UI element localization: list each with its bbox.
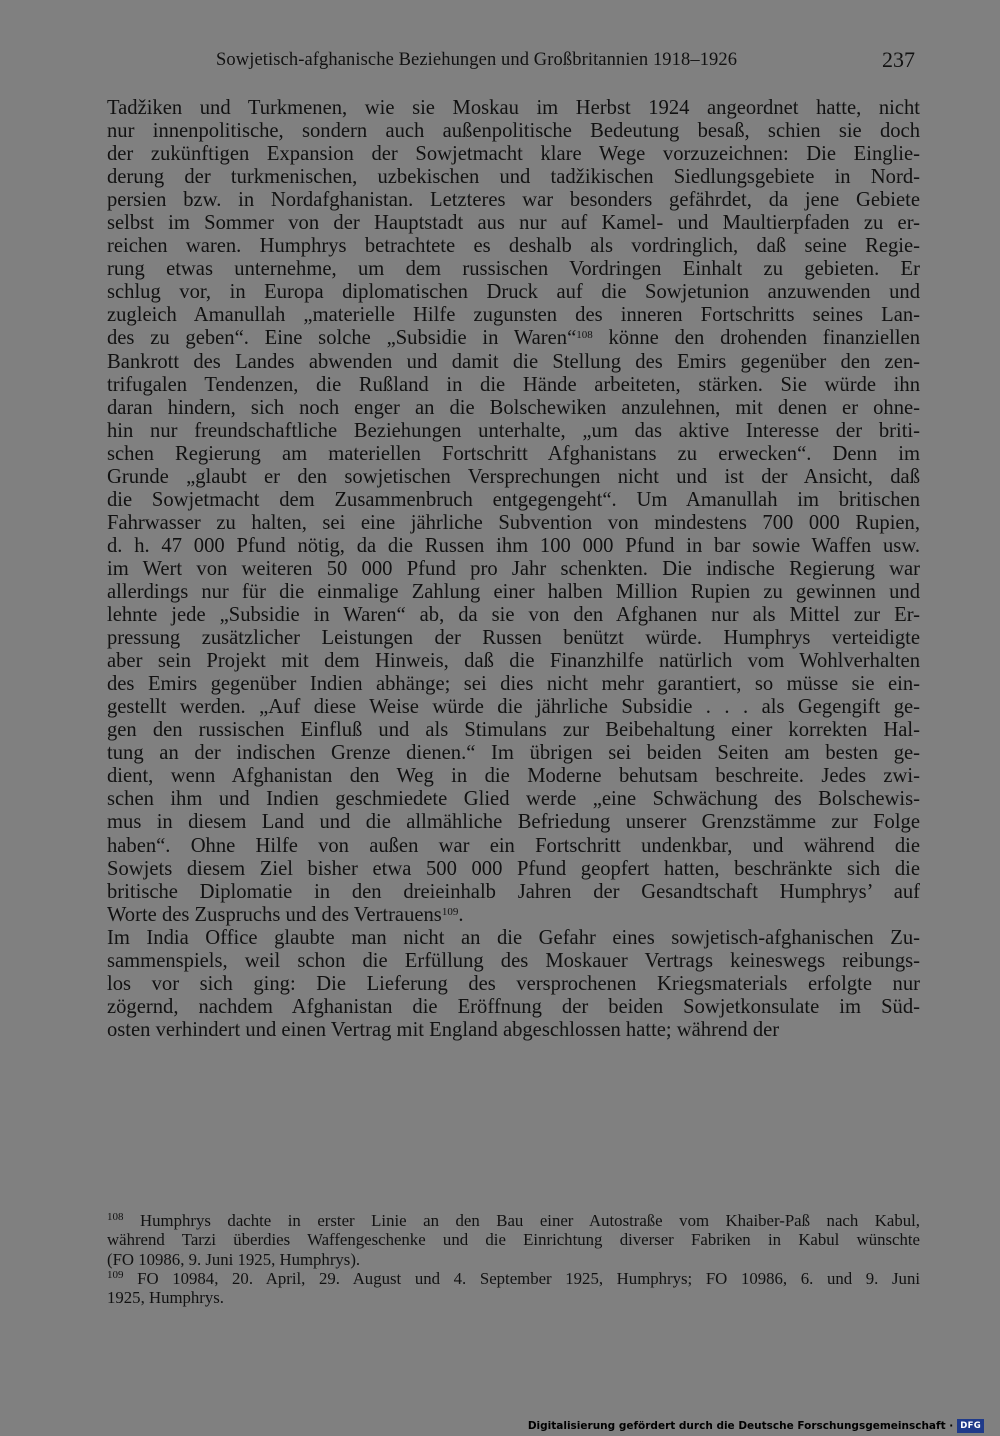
text-segment: gestellt werden. „Auf diese Weise würde die jährliche Subsidie . . . als Gegengift ge- (107, 696, 920, 719)
text-segment: schen ihm und Indien geschmiedete Glied werde „eine Schwächung des Bolschewis- (107, 788, 920, 811)
text-segment: nur innenpolitische, sondern auch außenpolitische Bedeutung besaß, schien sie doch (107, 120, 920, 143)
text-line (107, 696, 920, 719)
text-line (107, 927, 920, 950)
text-segment: zögernd, nachdem Afghanistan die Eröffnung der beiden Sowjetkonsulate im Süd- (107, 995, 920, 1018)
text-segment: osten verhindert und einen Vertrag mit England abgeschlossen hatte; während der (107, 1018, 780, 1041)
text-line (107, 765, 920, 788)
text-segment: los vor sich ging: Die Lieferung des versprochenen Kriegsmaterials erfolgte nur (107, 972, 920, 995)
text-line (107, 604, 920, 627)
text-segment: schlug vor, in Europa diplomatischen Druck auf die Sowjetunion anzuwenden und (107, 281, 920, 304)
text-segment: Grunde „glaubt er den sowjetischen Versprechungen nicht und ist der Ansicht, daß (107, 465, 920, 488)
text-segment: pressung zusätzlicher Leistungen der Russen benützt würde. Humphrys verteidigte (107, 627, 920, 650)
text-line (107, 996, 920, 1019)
text-segment: im Wert von weiteren 50 000 Pfund pro Jahr schenkten. Die indische Regierung war (107, 557, 920, 580)
text-line (107, 189, 920, 212)
digitization-banner (528, 1418, 984, 1434)
text-line (107, 443, 920, 466)
body-text (107, 97, 920, 1042)
text-segment: sammenspiels, weil schon die Erfüllung des Moskauer Vertrags keineswegs reibungs- (107, 949, 920, 972)
text-line (107, 581, 920, 604)
text-segment: zugleich Amanullah „materielle Hilfe zugunsten des inneren Fortschritts seines Lan- (107, 304, 920, 327)
text-line (107, 673, 920, 696)
text-line (107, 858, 920, 881)
text-segment: Fahrwasser zu halten, sei eine jährliche Subvention von mindestens 700 000 Rupien, (107, 511, 920, 534)
banner-text: Digitalisierung gefördert durch die Deutsche Forschungsgemeinschaft · (527, 1420, 954, 1432)
dfg-logo: DFG (957, 1419, 984, 1433)
text-segment: könne den drohenden finanziellen (592, 327, 920, 350)
text-segment: (FO 10986, 9. Juni 1925, Humphrys). (107, 1249, 361, 1269)
footnote-line (107, 1269, 920, 1288)
text-segment: die Sowjetmacht dem Zusammenbruch entgegengeht“. Um Amanullah im britischen (107, 488, 920, 511)
text-line (107, 281, 920, 304)
text-line (107, 719, 920, 742)
text-segment: . (458, 903, 464, 926)
text-line (107, 120, 920, 143)
text-segment: daran hindern, sich noch enger an die Bolschewiken anzulehnen, mit denen er ohne- (107, 396, 920, 419)
text-segment: während Tarzi überdies Waffengeschenke und die Einrichtung diverser Fabriken in Kabul wünschte (107, 1230, 920, 1250)
text-segment: britische Diplomatie in den dreieinhalb Jahren der Gesandtschaft Humphrys’ auf (107, 880, 920, 903)
text-segment: persien bzw. in Nordafghanistan. Letzteres war besonders gefährdet, da jene Gebiete (107, 189, 920, 212)
page-header (0, 47, 1000, 80)
text-line (107, 742, 920, 765)
text-segment: dient, wenn Afghanistan den Weg in die Moderne behutsam beschreite. Jedes zwi- (107, 765, 920, 788)
text-segment: Humphrys dachte in erster Linie an den Bau einer Autostraße vom Khaiber-Paß nach Kabul, (123, 1211, 920, 1230)
text-line (107, 258, 920, 281)
text-line (107, 420, 920, 443)
text-segment: FO 10984, 20. April, 29. August und 4. September 1925, Humphrys; FO 10986, 6. und 9. Juni (123, 1268, 920, 1288)
text-segment: Im India Office glaubte man nicht an die Gefahr eines sowjetisch-afghanischen Zu- (107, 926, 920, 949)
text-segment: Tadžiken und Turkmenen, wie sie Moskau im Herbst 1924 angeordnet hatte, nicht (107, 97, 920, 119)
text-segment: Bankrott des Landes abwenden und damit die Stellung des Emirs gegenüber den zen- (107, 350, 920, 373)
text-line (107, 650, 920, 673)
text-segment: des Emirs gegenüber Indien abhänge; sei dies nicht mehr garantiert, so müsse sie ein- (107, 673, 920, 696)
text-line (107, 627, 920, 650)
footnote-marker: 108 (107, 1211, 124, 1223)
text-line (107, 788, 920, 811)
text-segment: allerdings nur für die einmalige Zahlung einer halben Million Rupien zu gewinnen und (107, 580, 920, 603)
text-segment: d. h. 47 000 Pfund nötig, da die Russen ihm 100 000 Pfund in bar sowie Waffen usw. (107, 534, 920, 557)
text-line (107, 351, 920, 374)
footnote-marker: 108 (576, 329, 593, 342)
text-line (107, 881, 920, 904)
text-line (107, 904, 920, 927)
text-line (107, 835, 920, 858)
footnotes (107, 1211, 920, 1307)
footnote-line (107, 1211, 920, 1230)
text-segment: Worte des Zuspruchs und des Vertrauens (107, 903, 442, 926)
text-segment: tung an der indischen Grenze dienen.“ Im übrigen sei beiden Seiten am besten ge- (107, 742, 920, 765)
text-line (107, 397, 920, 420)
text-segment: 1925, Humphrys. (107, 1288, 225, 1308)
text-line (107, 973, 920, 996)
text-line (107, 512, 920, 535)
text-line (107, 327, 920, 350)
text-line (107, 97, 920, 120)
footnote-line (107, 1230, 920, 1249)
text-line (107, 811, 920, 834)
text-segment: derung der turkmenischen, uzbekischen und tadžikischen Siedlungsgebiete in Nord- (107, 166, 920, 189)
text-line (107, 950, 920, 973)
text-segment: mus in diesem Land und die allmähliche Befriedung unserer Grenzstämme zur Folge (107, 811, 920, 834)
text-line (107, 489, 920, 512)
text-line (107, 304, 920, 327)
text-line (107, 235, 920, 258)
text-segment: selbst im Sommer von der Hauptstadt aus nur auf Kamel- und Maultierpfaden zu er- (107, 212, 920, 235)
text-line (107, 558, 920, 581)
text-segment: haben“. Ohne Hilfe von außen war ein Fortschritt undenkbar, und während die (107, 834, 920, 857)
text-segment: trifugalen Tendenzen, die Rußland in die Hände arbeiteten, stärken. Sie würde ihn (107, 373, 920, 396)
text-line (107, 1019, 920, 1042)
footnote-line (107, 1250, 920, 1269)
footnote-marker: 109 (441, 905, 459, 918)
text-segment: gen den russischen Einfluß und als Stimulans zur Beibehaltung einer korrekten Hal- (107, 719, 920, 742)
text-segment: Sowjets diesem Ziel bisher etwa 500 000 Pfund geopfert hatten, beschränkte sich die (107, 857, 920, 880)
text-segment: der zukünftigen Expansion der Sowjetmacht klare Wege vorzuzeichnen: Die Einglie- (107, 143, 920, 166)
text-line (107, 374, 920, 397)
text-line (107, 143, 920, 166)
footnote-marker: 109 (107, 1268, 124, 1281)
text-segment: hin nur freundschaftliche Beziehungen unterhalte, „um das aktive Interesse der briti- (107, 419, 920, 442)
text-segment: reichen waren. Humphrys betrachtete es deshalb als vordringlich, daß seine Regie- (107, 235, 920, 258)
text-line (107, 212, 920, 235)
text-line (107, 535, 920, 558)
text-segment: lehnte jede „Subsidie in Waren“ ab, da sie von den Afghanen nur als Mittel zur Er- (107, 604, 920, 627)
text-line (107, 466, 920, 489)
text-segment: schen Regierung am materiellen Fortschritt Afghanistans zu erwecken“. Denn im (107, 442, 920, 465)
text-segment: rung etwas unternehme, um dem russischen Vordringen Einhalt zu gebieten. Er (107, 258, 920, 281)
page-number: 237 (882, 47, 915, 72)
footnote-line (107, 1288, 920, 1307)
running-head: Sowjetisch-afghanische Beziehungen und Großbritannien 1918–1926 (216, 50, 738, 70)
text-line (107, 166, 920, 189)
text-segment: des zu geben“. Eine solche „Subsidie in Waren“ (107, 327, 577, 350)
text-segment: aber sein Projekt mit dem Hinweis, daß die Finanzhilfe natürlich vom Wohlverhalten (107, 650, 920, 673)
